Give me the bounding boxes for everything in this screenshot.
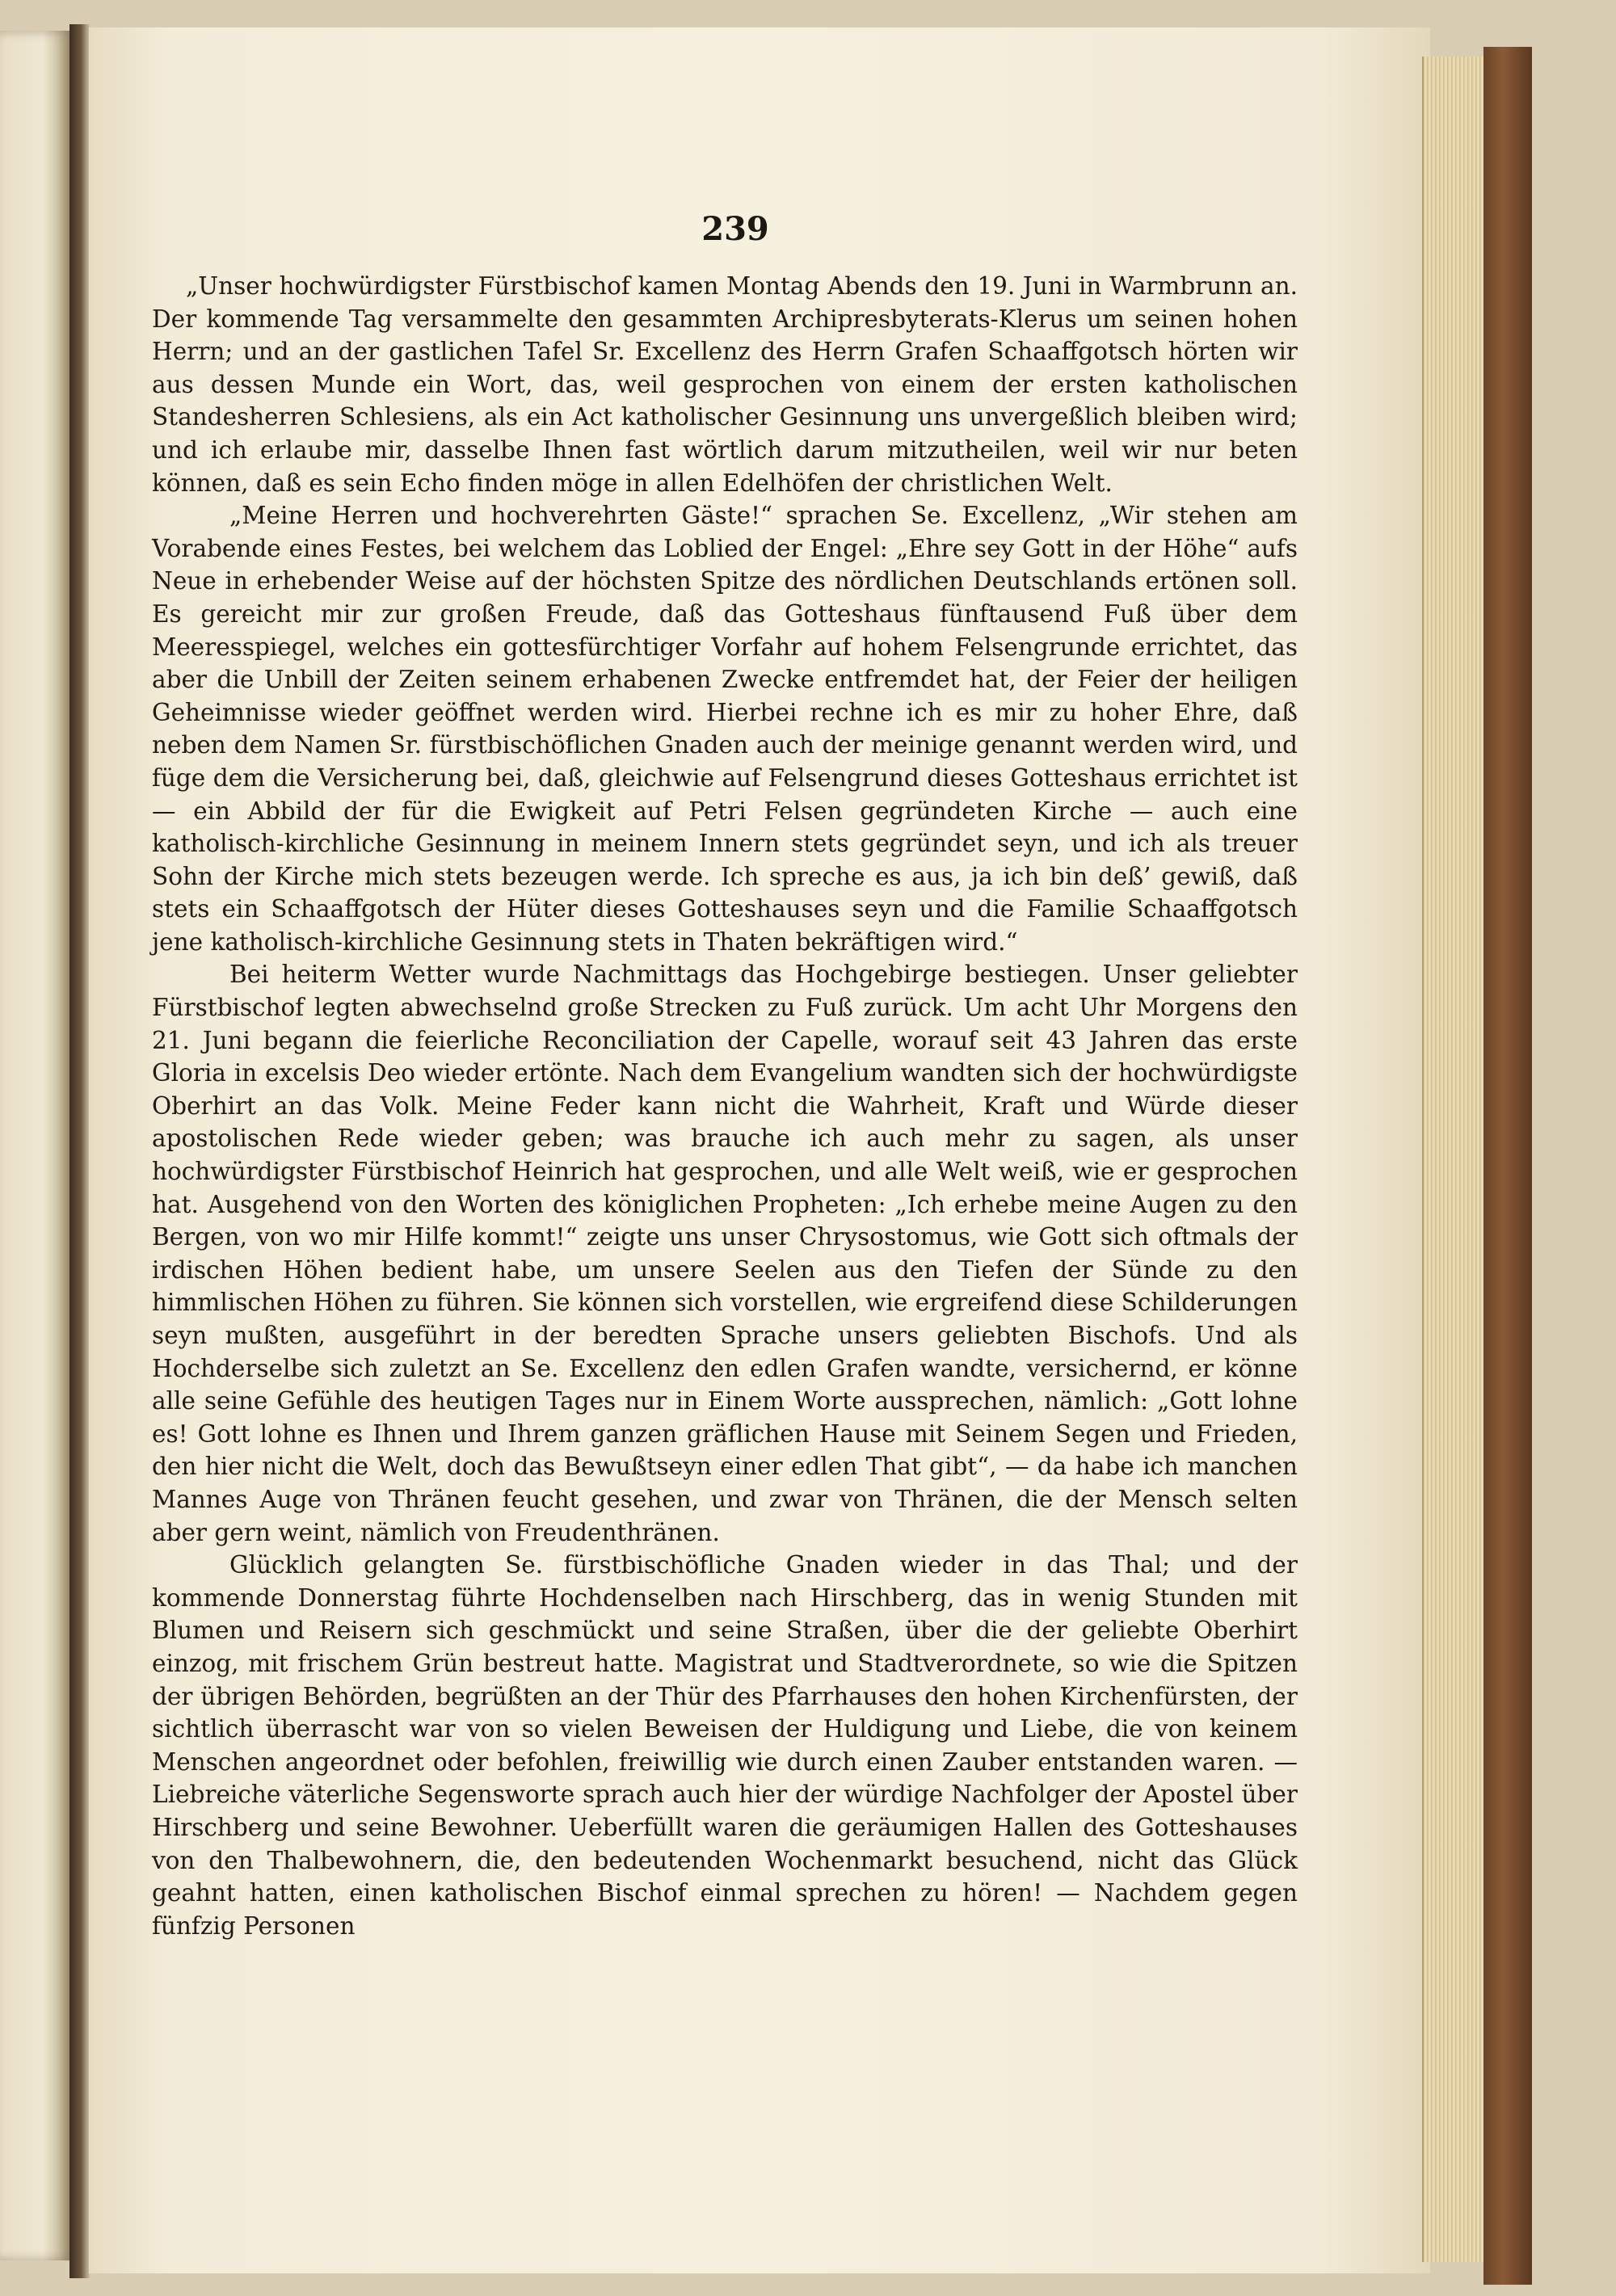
left-page-edge — [0, 31, 71, 2260]
book-gutter — [69, 24, 90, 2278]
paragraph: „Unser hochwürdigster Fürstbischof kamen Montag Abends den 19. Juni in Warmbrunn an. Der kommende Tag versammelte den gesammten Archipresbyterats-Klerus um seinen hohen Herrn; und an der gastlichen Tafel Sr. Excellenz des Herrn Grafen Schaaffgotsch hörten wir aus dessen Munde ein Wort, das, weil gesprochen von einem der ersten katholischen Standesherren Schlesiens, als ein Act katholischer Gesinnung uns unvergeßlich bleiben wird; und ich erlaube mir, dasselbe Ihnen fast wörtlich darum mitzutheilen, weil wir nur beten können, daß es sein Echo finden möge in allen Edelhöfen der christlichen Welt. — [152, 272, 1298, 497]
paragraph: „Meine Herren und hochverehrten Gäste!“ sprachen Se. Excellenz, „Wir stehen am Vorabende eines Festes, bei welchem das Loblied der Engel: „Ehre sey Gott in der Höhe“ aufs Neue in erhebender Weise auf der höchsten Spitze des nördlichen Deutschlands ertönen soll. Es gereicht mir zur großen Freude, daß das Gotteshaus fünftausend Fuß über dem Meeresspiegel, welches ein gottesfürchtiger Vorfahr auf hohem Felsengrunde errichtet, das aber die Unbill der Zeiten seinem erhabenen Zwecke entfremdet hat, der Feier der heiligen Geheimnisse wieder geöffnet werden wird. Hierbei rechne ich es mir zu hoher Ehre, daß neben dem Namen Sr. fürstbischöflichen Gnaden auch der meinige genannt werden wird, und füge dem die Versicherung bei, daß, gleichwie auf Felsengrund dieses Gotteshaus errichtet ist — ein Abbild der für die Ewigkeit auf Petri Felsen gegründeten Kirche — auch eine katholisch-kirchliche Gesinnung in meinem Innern stets gegründet seyn, und ich als treuer Sohn der Kirche mich stets bezeugen werde. Ich spreche es aus, ja ich bin deß’ gewiß, daß stets ein Schaaffgotsch der Hüter dieses Gotteshauses seyn und die Familie Schaaffgotsch jene katholisch-kirchliche Gesinnung stets in Thaten bekräftigen wird.“ — [152, 502, 1298, 956]
paragraph: Glücklich gelangten Se. fürstbischöfliche Gnaden wieder in das Thal; und der kommende Donnerstag führte Hochdenselben nach Hirschberg, das in wenig Stunden mit Blumen und Reisern sich geschmückt und seine Straßen, über die der geliebte Oberhirt einzog, mit frischem Grün bestreut hatte. Magistrat und Stadtverordnete, so wie die Spitzen der übrigen Behörden, begrüßten an der Thür des Pfarrhauses den hohen Kirchenfürsten, der sichtlich überrascht war von so vielen Beweisen der Huldigung und Liebe, die von keinem Menschen angeordnet oder befohlen, freiwillig wie durch einen Zauber entstanden waren. — Liebreiche väterliche Segensworte sprach auch hier der würdige Nachfolger der Apostel über Hirschberg und seine Bewohner. Ueberfüllt waren die geräumigen Hallen des Gotteshauses von den Thalbewohnern, die, den bedeutenden Wochenmarkt besuchend, nicht das Glück geahnt hatten, einen katholischen Bischof einmal sprechen zu hören! — Nachdem gegen fünfzig Personen — [152, 1551, 1298, 1940]
page-block-edges — [1422, 57, 1488, 2262]
body-text — [152, 270, 1298, 1942]
page-number: 239 — [701, 210, 769, 248]
paragraph: Bei heiterm Wetter wurde Nachmittags das Hochgebirge bestiegen. Unser geliebter Fürstbischof legten abwechselnd große Strecken zu Fuß zurück. Um acht Uhr Morgens den 21. Juni begann die feierliche Reconciliation der Capelle, worauf seit 43 Jahren das erste Gloria in excelsis Deo wieder ertönte. Nach dem Evangelium wandten sich der hochwürdigste Oberhirt an das Volk. Meine Feder kann nicht die Wahrheit, Kraft und Würde dieser apostolischen Rede wieder geben; was brauche ich auch mehr zu sagen, als unser hochwürdigster Fürstbischof Heinrich hat gesprochen, und alle Welt weiß, wie er gesprochen hat. Ausgehend von den Worten des königlichen Propheten: „Ich erhebe meine Augen zu den Bergen, von wo mir Hilfe kommt!“ zeigte uns unser Chrysostomus, wie Gott sich oftmals der irdischen Höhen bedient habe, um unsere Seelen aus den Tiefen der Sünde zu den himmlischen Höhen zu führen. Sie können sich vorstellen, wie ergreifend diese Schilderungen seyn mußten, ausgeführt in der beredten Sprache unsers geliebten Bischofs. Und als Hochderselbe sich zuletzt an Se. Excellenz den edlen Grafen wandte, versichernd, er könne alle seine Gefühle des heutigen Tages nur in Einem Worte aussprechen, nämlich: „Gott lohne es! Gott lohne es Ihnen und Ihrem ganzen gräflichen Hause mit Seinem Segen und Frieden, den hier nicht die Welt, doch das Bewußtseyn einer edlen That gibt“, — da habe ich manchen Mannes Auge von Thränen feucht gesehen, und zwar von Thränen, die der Mensch selten aber gern weint, nämlich von Freudenthränen. — [152, 961, 1298, 1546]
book-cover-edge — [1483, 47, 1532, 2285]
